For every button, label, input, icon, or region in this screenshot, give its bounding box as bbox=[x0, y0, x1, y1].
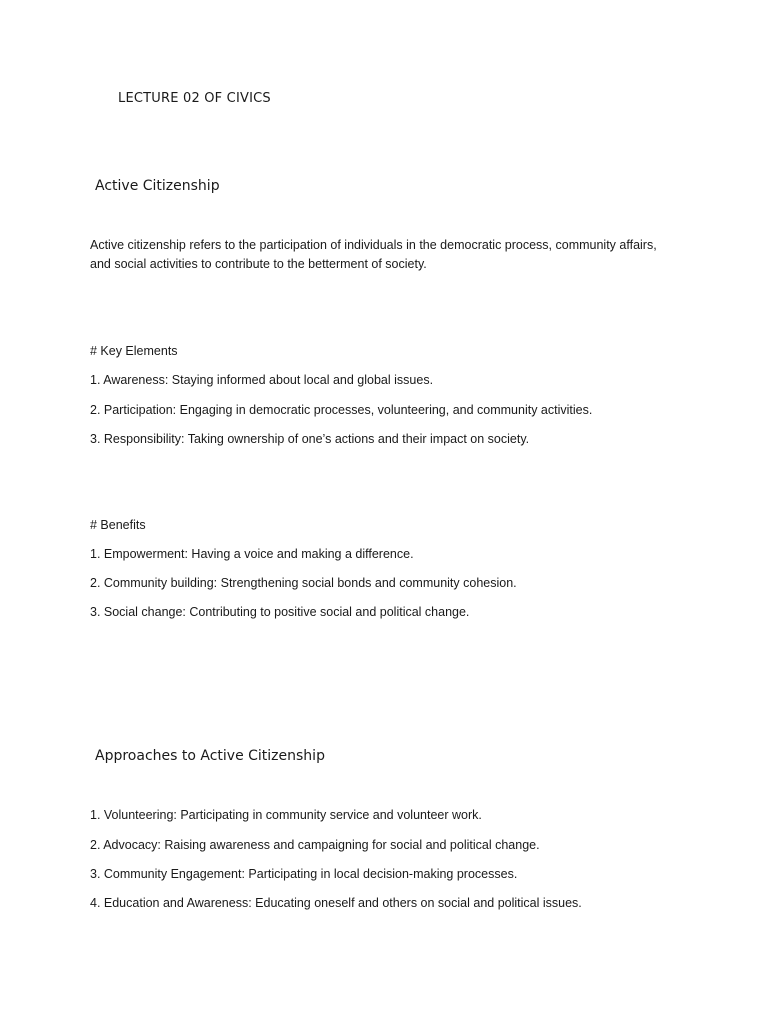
list-item: 2. Participation: Engaging in democratic processes, volunteering, and community activities. bbox=[90, 403, 593, 417]
paragraph-line: Active citizenship refers to the participation of individuals in the democratic process, community affairs, bbox=[90, 238, 657, 252]
list-item: 3. Social change: Contributing to positive social and political change. bbox=[90, 605, 470, 619]
list-item: 4. Education and Awareness: Educating oneself and others on social and political issues. bbox=[90, 896, 582, 910]
key-elements-label: # Key Elements bbox=[90, 344, 178, 358]
list-item: 1. Volunteering: Participating in community service and volunteer work. bbox=[90, 808, 482, 822]
list-item: 2. Advocacy: Raising awareness and campaigning for social and political change. bbox=[90, 838, 540, 852]
paragraph-line: and social activities to contribute to the betterment of society. bbox=[90, 257, 427, 271]
intro-paragraph bbox=[90, 236, 690, 274]
benefits-label: # Benefits bbox=[90, 518, 146, 532]
section-heading-active-citizenship: Active Citizenship bbox=[95, 178, 220, 194]
section-heading-approaches: Approaches to Active Citizenship bbox=[95, 748, 325, 764]
list-item: 3. Community Engagement: Participating in local decision-making processes. bbox=[90, 867, 518, 881]
list-item: 2. Community building: Strengthening social bonds and community cohesion. bbox=[90, 576, 517, 590]
list-item: 1. Awareness: Staying informed about local and global issues. bbox=[90, 373, 434, 387]
document-title: LECTURE 02 OF CIVICS bbox=[118, 91, 271, 106]
list-item: 1. Empowerment: Having a voice and making a difference. bbox=[90, 547, 414, 561]
list-item: 3. Responsibility: Taking ownership of one’s actions and their impact on society. bbox=[90, 432, 530, 446]
